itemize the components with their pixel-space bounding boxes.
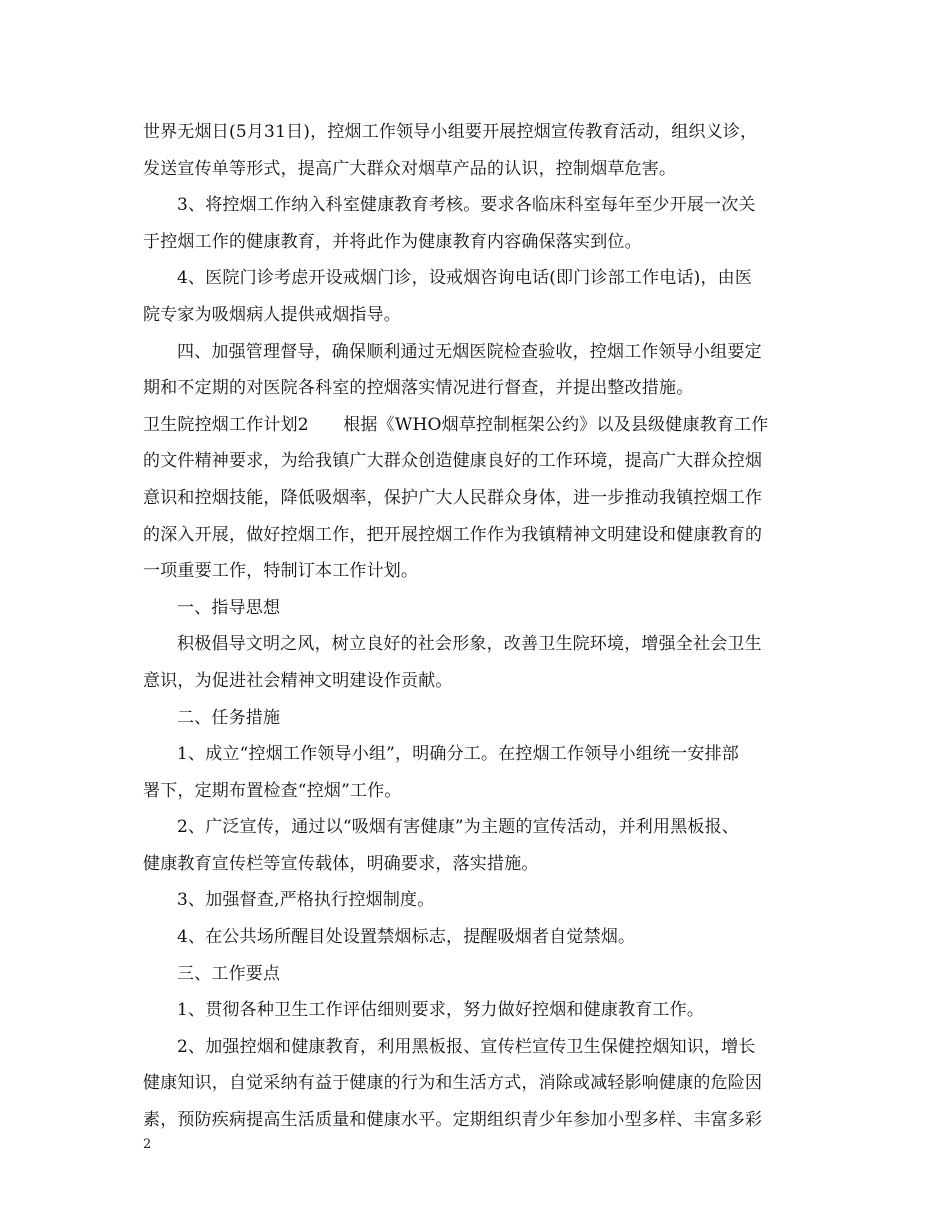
text-line: 一项重要工作，特制订本工作计划。 xyxy=(143,561,419,582)
text-line: 健康教育宣传栏等宣传载体，明确要求，落实措施。 xyxy=(143,853,539,874)
text-line: 的文件精神要求，为给我镇广大群众创造健康良好的工作环境，提高广大群众控烟 xyxy=(143,451,763,472)
text-line: 署下，定期布置检查“控烟”工作。 xyxy=(143,780,402,801)
text-line: 院专家为吸烟病人提供戒烟指导。 xyxy=(143,304,401,325)
text-line: 1、贯彻各种卫生工作评估细则要求，努力做好控烟和健康教育工作。 xyxy=(177,1000,705,1021)
page-number: 2 xyxy=(143,1137,152,1152)
text-line: 健康知识，自觉采纳有益于健康的行为和生活方式，消除或减轻影响健康的危险因 xyxy=(143,1073,763,1094)
text-line: 三、工作要点 xyxy=(177,963,281,984)
text-line: 积极倡导文明之风，树立良好的社会形象，改善卫生院环境，增强全社会卫生 xyxy=(177,634,762,655)
text-line: 2、广泛宣传，通过以“吸烟有害健康”为主题的宣传活动，并利用黑板报、 xyxy=(177,817,739,838)
text-line: 发送宣传单等形式，提高广大群众对烟草产品的认识，控制烟草危害。 xyxy=(143,158,677,179)
text-line: 意识，为促进社会精神文明建设作贡献。 xyxy=(143,670,453,691)
text-line: 素，预防疾病提高生活质量和健康水平。定期组织青少年参加小型多样、丰富多彩 xyxy=(143,1110,763,1131)
text-line: 一、指导思想 xyxy=(177,597,281,618)
document-body xyxy=(143,114,813,1139)
text-line: 于控烟工作的健康教育，并将此作为健康教育内容确保落实到位。 xyxy=(143,231,642,252)
text-line: 二、任务措施 xyxy=(177,707,281,728)
text-line: 3、将控烟工作纳入科室健康教育考核。要求各临床科室每年至少开展一次关 xyxy=(177,195,756,216)
text-line: 世界无烟日(5月31日)，控烟工作领导小组要开展控烟宣传教育活动，组织义诊， xyxy=(143,122,758,142)
text-line: 2、加强控烟和健康教育，利用黑板报、宣传栏宣传卫生保健控烟知识，增长 xyxy=(177,1036,756,1057)
text-line: 期和不定期的对医院各科室的控烟落实情况进行督查，并提出整改措施。 xyxy=(143,378,694,399)
text-line: 4、医院门诊考虑开设戒烟门诊，设戒烟咨询电话(即门诊部工作电话)，由医 xyxy=(177,268,753,289)
text-line: 意识和控烟技能，降低吸烟率，保护广大人民群众身体，进一步推动我镇控烟工作 xyxy=(143,487,763,508)
text-line: 3、加强督查,严格执行控烟制度。 xyxy=(177,890,435,911)
text-line: 4、在公共场所醒目处设置禁烟标志，提醒吸烟者自觉禁烟。 xyxy=(177,927,636,948)
text-line: 卫生院控烟工作计划2 根据《WHO烟草控制框架公约》以及县级健康教育工作 xyxy=(143,414,769,435)
text-line: 1、成立“控烟工作领导小组”，明确分工。在控烟工作领导小组统一安排部 xyxy=(177,744,739,765)
text-line: 的深入开展，做好控烟工作，把开展控烟工作作为我镇精神文明建设和健康教育的 xyxy=(143,524,763,545)
text-line: 四、加强管理督导，确保顺利通过无烟医院检查验收，控烟工作领导小组要定 xyxy=(177,341,762,362)
